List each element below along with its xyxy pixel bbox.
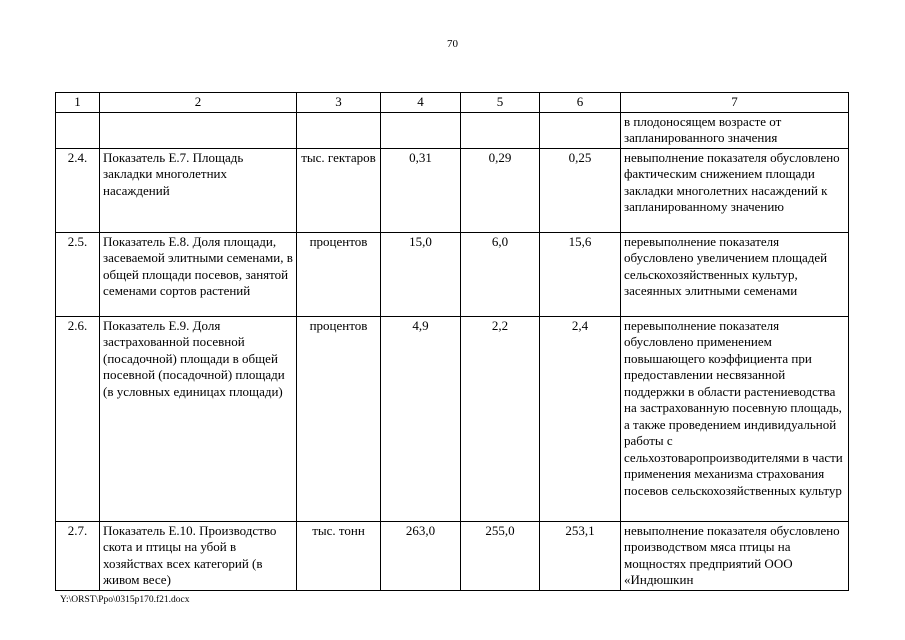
value-col6: 253,1 — [540, 521, 621, 590]
value-col6: 2,4 — [540, 316, 621, 521]
header-cell: 1 — [56, 93, 100, 113]
value-col4: 263,0 — [381, 521, 461, 590]
row-number: 2.4. — [56, 148, 100, 232]
table-row — [56, 521, 849, 590]
empty-cell — [100, 112, 297, 148]
value-col4: 15,0 — [381, 232, 461, 316]
empty-cell — [540, 112, 621, 148]
empty-cell — [56, 112, 100, 148]
data-table — [55, 92, 849, 591]
table-row — [56, 316, 849, 521]
row-number: 2.6. — [56, 316, 100, 521]
indicator-name: Показатель Е.10. Производство скота и птицы на убой в хозяйствах всех категорий (в живом весе) — [100, 521, 297, 590]
unit-cell: тыс. тонн — [297, 521, 381, 590]
table-row — [56, 148, 849, 232]
unit-cell: процентов — [297, 316, 381, 521]
value-col5: 2,2 — [461, 316, 540, 521]
header-cell: 2 — [100, 93, 297, 113]
page-number: 70 — [447, 38, 458, 50]
value-col5: 6,0 — [461, 232, 540, 316]
unit-cell: тыс. гектаров — [297, 148, 381, 232]
row-number: 2.7. — [56, 521, 100, 590]
note-cell: перевыполнение показателя обусловлено увеличением площадей сельскохозяйственных культур, засеянных элитными семенами — [621, 232, 849, 316]
note-cell: невыполнение показателя обусловлено фактическим снижением площади закладки многолетних насаждений к запланированному значению — [621, 148, 849, 232]
header-cell: 6 — [540, 93, 621, 113]
footer-file-path: Y:\ORST\Ppo\0315p170.f21.docx — [60, 595, 190, 605]
empty-cell — [381, 112, 461, 148]
indicator-name: Показатель Е.9. Доля застрахованной посевной (посадочной) площади в общей посевной (посадочной) площади (в условных единицах площади) — [100, 316, 297, 521]
note-cell: перевыполнение показателя обусловлено применением повышающего коэффициента при предоставлении несвязанной поддержки в области растениеводства на застрахованную посевную площадь, а также проведением индивидуальной работы с сельхозтоваропроизводителями в части применения механизма страхования посевов сельскохозяйственных культур — [621, 316, 849, 521]
empty-cell — [297, 112, 381, 148]
note-cell: невыполнение показателя обусловлено производством мяса птицы на мощностях предприятий ООО «Индюшкин — [621, 521, 849, 590]
table-header-row — [56, 93, 849, 113]
table-row — [56, 232, 849, 316]
value-col6: 0,25 — [540, 148, 621, 232]
value-col6: 15,6 — [540, 232, 621, 316]
note-cell: в плодоносящем возрасте от запланированного значения — [621, 112, 849, 148]
header-cell: 5 — [461, 93, 540, 113]
indicator-name: Показатель Е.8. Доля площади, засеваемой элитными семенами, в общей площади посевов, занятой семенами сортов растений — [100, 232, 297, 316]
table-row-continuation — [56, 112, 849, 148]
header-cell: 4 — [381, 93, 461, 113]
value-col5: 0,29 — [461, 148, 540, 232]
empty-cell — [461, 112, 540, 148]
row-number: 2.5. — [56, 232, 100, 316]
header-cell: 3 — [297, 93, 381, 113]
header-cell: 7 — [621, 93, 849, 113]
value-col4: 0,31 — [381, 148, 461, 232]
value-col4: 4,9 — [381, 316, 461, 521]
unit-cell: процентов — [297, 232, 381, 316]
value-col5: 255,0 — [461, 521, 540, 590]
indicator-name: Показатель Е.7. Площадь закладки многолетних насаждений — [100, 148, 297, 232]
